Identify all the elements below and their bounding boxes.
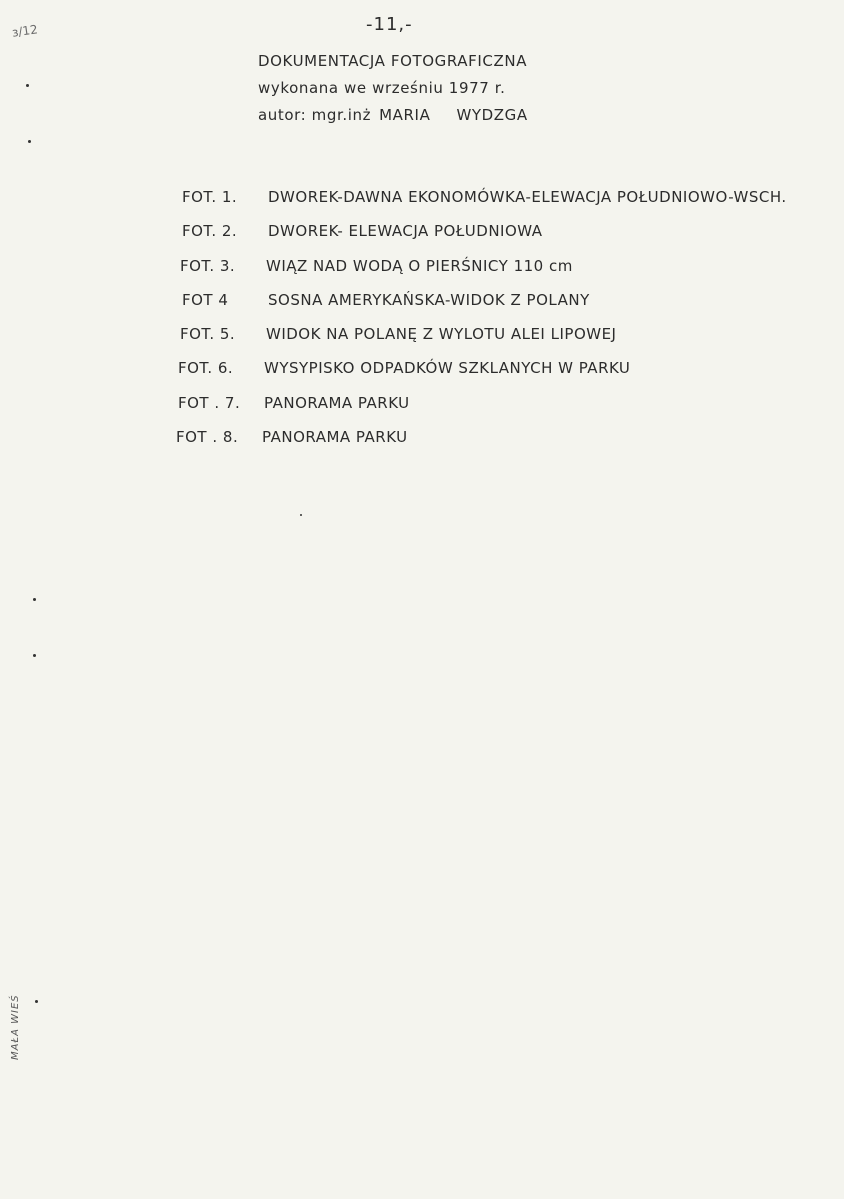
photo-item — [182, 214, 822, 248]
photo-number: FOT. 3. — [180, 256, 236, 275]
author-last-name: WYDZGA — [456, 106, 528, 124]
photo-item — [182, 180, 822, 214]
photo-number: FOT. 1. — [182, 188, 238, 206]
photo-number: FOT 4 — [182, 290, 229, 309]
photo-number: FOT . 8. — [176, 428, 239, 447]
photo-item — [178, 386, 822, 420]
paper-speck — [28, 140, 31, 143]
document-header — [258, 48, 588, 129]
photo-number: FOT . 7. — [178, 393, 241, 412]
photo-item — [180, 249, 822, 283]
paper-speck — [35, 1000, 38, 1003]
photo-number: FOT. 5. — [180, 325, 236, 344]
photo-caption: WYSYPISKO ODPADKÓW SZKLANYCH W PARKU — [264, 359, 631, 378]
photo-caption: WIDOK NA POLANĘ Z WYLOTU ALEI LIPOWEJ — [266, 325, 617, 344]
photo-item — [182, 283, 822, 317]
photo-caption: DWOREK-DAWNA EKONOMÓWKA-ELEWACJA POŁUDNIOWO-WSCH. — [268, 188, 787, 206]
paper-speck — [26, 84, 29, 87]
paper-speck — [300, 514, 302, 516]
date-line: wykonana we wrześniu 1977 r. — [258, 79, 506, 97]
photo-item — [180, 317, 822, 351]
photo-item — [176, 420, 822, 454]
photo-item — [178, 351, 822, 385]
photo-number: FOT. 6. — [178, 359, 234, 378]
paper-speck — [33, 598, 36, 601]
paper-speck — [33, 654, 36, 657]
author-line — [258, 102, 588, 129]
archive-mark: з/12 — [11, 22, 39, 40]
photo-caption: DWOREK- ELEWACJA POŁUDNIOWA — [268, 222, 543, 241]
document-title: DOKUMENTACJA FOTOGRAFICZNA — [258, 52, 528, 70]
author-label: autor: mgr.inż — [258, 106, 372, 124]
photo-caption: PANORAMA PARKU — [262, 428, 408, 447]
photo-caption: WIĄZ NAD WODĄ O PIERŚNICY 110 cm — [266, 256, 573, 275]
page-number: -11,- — [366, 14, 413, 35]
photo-number: FOT. 2. — [182, 222, 238, 241]
photo-list — [172, 180, 822, 454]
author-first-name: MARIA — [379, 106, 431, 124]
photo-caption: SOSNA AMERYKAŃSKA-WIDOK Z POLANY — [268, 290, 590, 309]
margin-note: MAŁA WIEŚ — [10, 994, 21, 1060]
photo-caption: PANORAMA PARKU — [264, 393, 410, 412]
